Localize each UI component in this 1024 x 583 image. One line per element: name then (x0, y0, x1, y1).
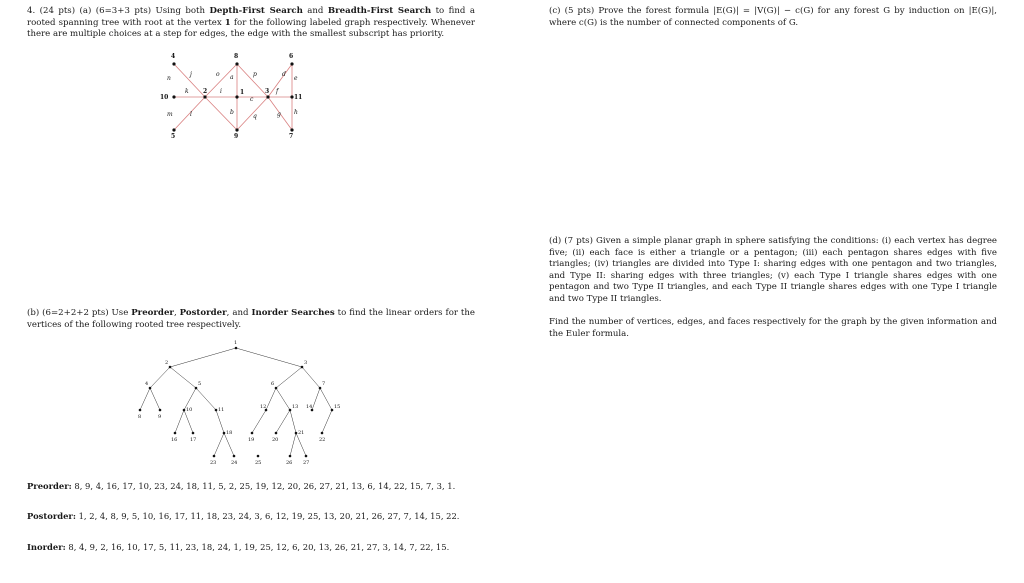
tree-node-label: 22 (319, 437, 326, 443)
tree-node-label: 10 (186, 407, 193, 413)
inorder-answer: Inorder: 8, 4, 9, 2, 16, 10, 17, 5, 11, 23, 18, 24, 1, 19, 25, 12, 6, 20, 13, 26, 21, 27, 3, 14, 7, 22, 15. (27, 542, 450, 552)
vertex-label: 6 (289, 53, 294, 60)
rooted-tree (130, 340, 350, 465)
vertex-label: 4 (171, 53, 176, 60)
edge-label: e (294, 75, 298, 82)
tree-node-label: 7 (322, 381, 326, 387)
vertex-label: 8 (234, 53, 239, 60)
tree-node-label: 5 (198, 381, 202, 387)
vertex-label: 11 (294, 94, 303, 101)
tree-node-label: 1 (234, 340, 238, 346)
vertex-label: 2 (203, 88, 208, 95)
tree-node-label: 24 (231, 460, 238, 466)
edge-label: h (294, 109, 298, 116)
tree-node-label: 18 (226, 430, 233, 436)
tree-node-label: 14 (306, 404, 313, 410)
edge-label: n (167, 75, 171, 82)
tree-node-label: 9 (158, 414, 162, 420)
tree-node-label: 15 (334, 404, 341, 410)
edge-label: l (190, 111, 192, 118)
dfs-term: Depth-First Search (209, 6, 303, 16)
edge-label: b (230, 109, 234, 116)
tree-node-label: 2 (165, 360, 169, 366)
vertex-label: 10 (160, 94, 169, 101)
labeled-graph (160, 52, 303, 142)
edge-label: q (253, 113, 257, 120)
tree-node-label: 21 (298, 430, 305, 436)
edge-label: c (250, 96, 254, 103)
tree-node-label: 26 (286, 460, 293, 466)
edge-label: p (253, 71, 257, 78)
part-d-question: Find the number of vertices, edges, and faces respectively for the graph by the given information and the Euler formula. (549, 317, 997, 339)
tree-node-label: 23 (210, 460, 217, 466)
vertex-label: 7 (289, 133, 294, 140)
postorder-answer: Postorder: 1, 2, 4, 8, 9, 5, 10, 16, 17, 11, 18, 23, 24, 3, 6, 12, 19, 25, 13, 20, 21, 26, 27, 7, 14, 15, 22. (27, 511, 460, 521)
preorder-answer: Preorder: 8, 9, 4, 16, 17, 10, 23, 24, 18, 11, 5, 2, 25, 19, 12, 20, 26, 27, 21, 13, 6, 14, 22, 15, 7, 3, 1. (27, 481, 456, 491)
tree-node-label: 12 (260, 404, 267, 410)
edge-label: i (220, 88, 222, 95)
edge-label: g (277, 111, 281, 118)
bfs-term: Breadth-First Search (327, 6, 432, 16)
edge-label: d (282, 71, 286, 78)
tree-node-label: 16 (171, 437, 178, 443)
tree-node-label: 17 (190, 437, 197, 443)
tree-node-label: 19 (248, 437, 255, 443)
part-a-text: 4. (24 pts) (a) (6=3+3 pts) Using both Depth-First Search and Breadth-First Search to find a rooted spanning tree with root at the vertex 1 for the following labeled graph respectively. Whenever there are multiple choices at a step for edges, the edge with the smallest subscript has priority. (27, 6, 475, 40)
part-c-text: (c) (5 pts) Prove the forest formula |E(G)| = |V(G)| − c(G) for any forest G by induction on |E(G)|, where c(G) is the number of connected components of G. (549, 6, 997, 28)
edge-label: f (276, 88, 279, 95)
tree-node-label: 11 (218, 407, 225, 413)
part-d-text: (d) (7 pts) Given a simple planar graph in sphere satisfying the conditions: (i) each vertex has degree five; (ii) each face is either a triangle or a pentagon; (iii) each pentagon shares edges with five triangles; (iv) triangles are divided into Type I: sharing edges with one pentagon and two triangles, and Type II: sharing edges with three triangles; (v) each Type I triangle shares edges with one pentagon and two Type II triangles, and each Type II triangle shares edges with one Type I triangle and two Type II triangles. (549, 236, 997, 304)
vertex-label: 3 (265, 88, 270, 95)
tree-node-label: 3 (304, 360, 308, 366)
tree-node-label: 4 (145, 381, 149, 387)
tree-node-label: 6 (271, 381, 275, 387)
edge-label: k (185, 88, 189, 95)
vertex-label: 9 (234, 133, 239, 140)
edge-label: j (190, 71, 192, 78)
tree-node-label: 27 (303, 460, 310, 466)
tree-node-label: 25 (255, 460, 262, 466)
vertex-label: 5 (171, 133, 176, 140)
edge-label: m (167, 111, 173, 118)
tree-node-label: 8 (138, 414, 142, 420)
tree-node-label: 13 (292, 404, 299, 410)
edge-label: a (230, 74, 234, 81)
part-b-text: (b) (6=2+2+2 pts) Use Preorder, Postorder, and Inorder Searches to find the linear orders for the vertices of the following rooted tree respectively. (27, 308, 475, 330)
edge-label: o (216, 71, 220, 78)
vertex-label: 1 (240, 89, 245, 96)
tree-node-label: 20 (272, 437, 279, 443)
